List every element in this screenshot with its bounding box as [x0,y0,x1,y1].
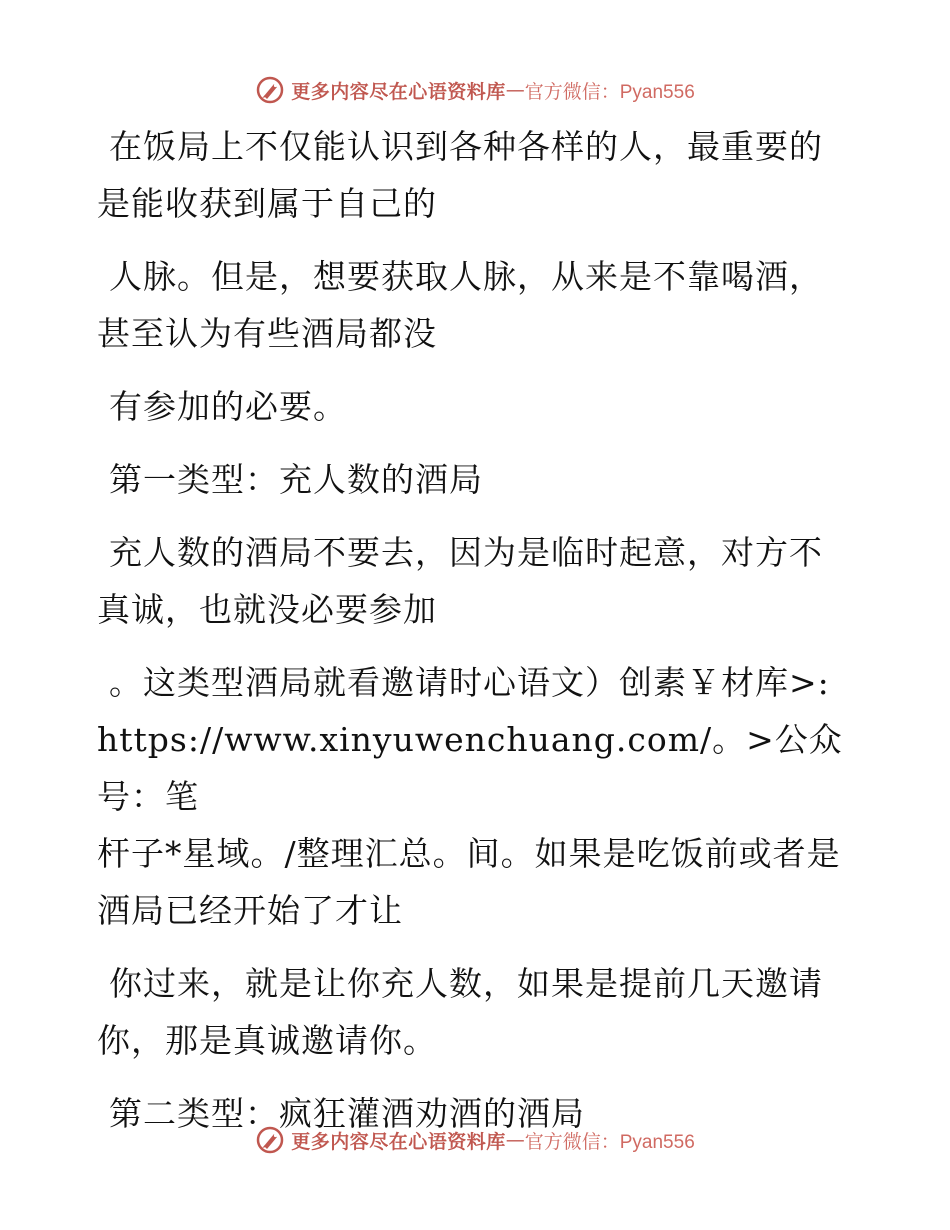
text-line: 你，那是真诚邀请你。 [97,1021,437,1060]
text-line: 充人数的酒局不要去，因为是临时起意，对方不 [109,533,823,572]
text-line: https://www.xinyuwenchuang.com/。>公众号：笔 [97,720,843,816]
header-banner [0,70,950,110]
footer-banner [0,1120,950,1160]
paragraph-5 [97,654,857,939]
document-body [97,118,857,1158]
text-line: 酒局已经开始了才让 [97,891,403,930]
paragraph-1 [97,118,857,232]
text-line: 甚至认为有些酒局都没 [97,314,437,353]
section-heading-1 [97,451,857,508]
paragraph-6 [97,955,857,1069]
text-line: 人脉。但是，想要获取人脉，从来是不靠喝酒， [109,257,823,296]
text-line: 是能收获到属于自己的 [97,184,437,223]
brand-logo-icon [255,1125,285,1155]
text-line: 第一类型：充人数的酒局 [109,460,483,499]
header-wechat-text: 官方微信：Pyan556 [524,81,695,103]
text-line: 。这类型酒局就看邀请时心语文）创素￥材库>: [109,663,830,702]
text-line: 有参加的必要。 [109,387,347,426]
brand-logo-icon [255,75,285,105]
footer-promo-text: 更多内容尽在心语资料库 [291,1130,506,1153]
header-promo-text: 更多内容尽在心语资料库 [291,80,506,103]
footer-wechat-text: 官方微信：Pyan556 [524,1131,695,1153]
footer-separator: — [505,1129,525,1151]
paragraph-3 [97,378,857,435]
text-line: 杆子*星域。/整理汇总。间。如果是吃饭前或者是 [97,834,841,873]
text-line: 在饭局上不仅能认识到各种各样的人，最重要的 [109,127,823,166]
text-line: 你过来，就是让你充人数，如果是提前几天邀请 [109,964,823,1003]
paragraph-2 [97,248,857,362]
paragraph-4 [97,524,857,638]
text-line: 第二类型：疯狂灌酒劝酒的酒局 [109,1094,585,1133]
text-line: 真诚，也就没必要参加 [97,590,437,629]
header-separator: — [505,79,525,101]
